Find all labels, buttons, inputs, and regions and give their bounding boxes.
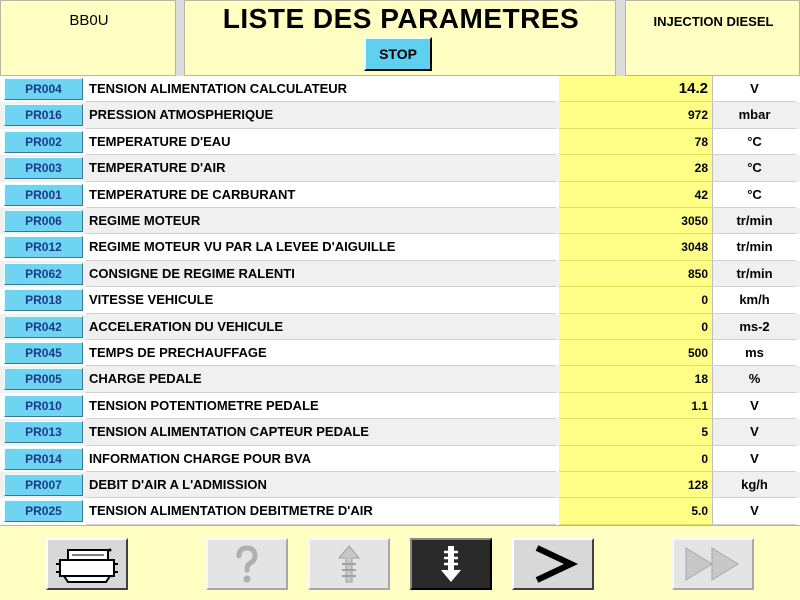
parameter-value: 14.2 — [559, 76, 712, 102]
parameter-code-button[interactable]: PR003 — [4, 157, 83, 179]
parameter-unit: V — [712, 419, 796, 445]
parameter-row — [0, 287, 800, 313]
parameter-unit: kg/h — [712, 472, 796, 498]
parameter-code-button[interactable]: PR014 — [4, 448, 83, 470]
header — [0, 0, 800, 76]
parameter-unit: km/h — [712, 287, 796, 313]
parameter-value: 0 — [559, 446, 712, 472]
parameter-row — [0, 366, 800, 392]
parameter-row — [0, 446, 800, 472]
system-name: INJECTION DIESEL — [653, 14, 774, 29]
parameter-row — [0, 498, 800, 524]
parameter-unit: ms — [712, 340, 796, 366]
parameter-row — [0, 340, 800, 366]
parameter-name: TENSION ALIMENTATION CALCULATEUR — [86, 76, 556, 102]
parameter-code-button[interactable]: PR004 — [4, 78, 83, 100]
parameter-name: DEBIT D'AIR A L'ADMISSION — [86, 472, 556, 498]
parameter-row — [0, 76, 800, 102]
fast-forward-button[interactable] — [672, 538, 754, 590]
parameter-code-button[interactable]: PR005 — [4, 368, 83, 390]
parameter-unit: °C — [712, 155, 796, 181]
parameter-row — [0, 419, 800, 445]
parameter-code-button[interactable]: PR012 — [4, 236, 83, 258]
parameter-value: 0 — [559, 287, 712, 313]
parameter-code-button[interactable]: PR001 — [4, 184, 83, 206]
parameter-value: 3050 — [559, 208, 712, 234]
parameter-unit: tr/min — [712, 234, 796, 260]
parameter-unit: V — [712, 76, 796, 102]
scroll-up-button[interactable] — [308, 538, 390, 590]
parameter-name: TEMPS DE PRECHAUFFAGE — [86, 340, 556, 366]
parameter-value: 1.1 — [559, 393, 712, 419]
parameter-value: 500 — [559, 340, 712, 366]
footer-toolbar — [0, 525, 800, 600]
parameter-value: 850 — [559, 261, 712, 287]
parameter-name: VITESSE VEHICULE — [86, 287, 556, 313]
parameter-row — [0, 182, 800, 208]
arrow-up-icon — [329, 542, 369, 586]
parameter-unit: °C — [712, 182, 796, 208]
parameter-unit: tr/min — [712, 208, 796, 234]
parameter-name: TEMPERATURE DE CARBURANT — [86, 182, 556, 208]
parameter-name: ACCELERATION DU VEHICULE — [86, 314, 556, 340]
parameter-value: 0 — [559, 314, 712, 340]
parameter-unit: mbar — [712, 102, 796, 128]
parameter-name: INFORMATION CHARGE POUR BVA — [86, 446, 556, 472]
parameter-value: 3048 — [559, 234, 712, 260]
help-button[interactable] — [206, 538, 288, 590]
parameter-name: CHARGE PEDALE — [86, 366, 556, 392]
title-panel — [184, 0, 616, 76]
parameter-name: TENSION ALIMENTATION CAPTEUR PEDALE — [86, 419, 556, 445]
parameter-value: 42 — [559, 182, 712, 208]
parameter-code-button[interactable]: PR007 — [4, 474, 83, 496]
parameter-value: 18 — [559, 366, 712, 392]
parameter-row — [0, 155, 800, 181]
parameter-row — [0, 393, 800, 419]
parameter-name: TEMPERATURE D'AIR — [86, 155, 556, 181]
parameter-row — [0, 208, 800, 234]
parameter-name: REGIME MOTEUR VU PAR LA LEVEE D'AIGUILLE — [86, 234, 556, 260]
parameter-code-button[interactable]: PR016 — [4, 104, 83, 126]
parameter-code-button[interactable]: PR013 — [4, 421, 83, 443]
page-title: LISTE DES PARAMETRES — [222, 3, 580, 34]
parameter-code-button[interactable]: PR018 — [4, 289, 83, 311]
parameter-row — [0, 261, 800, 287]
parameter-name: PRESSION ATMOSPHERIQUE — [86, 102, 556, 128]
chevron-right-icon — [523, 542, 583, 586]
parameter-value: 972 — [559, 102, 712, 128]
parameter-unit: V — [712, 393, 796, 419]
parameter-value: 28 — [559, 155, 712, 181]
parameter-row — [0, 234, 800, 260]
parameter-unit: V — [712, 446, 796, 472]
arrow-down-icon — [431, 542, 471, 586]
parameter-row — [0, 472, 800, 498]
parameter-value: 5.0 — [559, 498, 712, 524]
parameter-unit: °C — [712, 129, 796, 155]
print-button[interactable] — [46, 538, 128, 590]
parameter-unit: tr/min — [712, 261, 796, 287]
parameter-code-button[interactable]: PR010 — [4, 395, 83, 417]
parameter-unit: % — [712, 366, 796, 392]
fast-forward-icon — [678, 542, 748, 586]
parameter-name: CONSIGNE DE REGIME RALENTI — [86, 261, 556, 287]
parameter-code-button[interactable]: PR042 — [4, 316, 83, 338]
parameter-code-button[interactable]: PR002 — [4, 131, 83, 153]
scroll-down-button[interactable] — [410, 538, 492, 590]
parameter-row — [0, 129, 800, 155]
question-icon — [227, 542, 267, 586]
parameter-code-button[interactable]: PR045 — [4, 342, 83, 364]
parameter-name: TENSION POTENTIOMETRE PEDALE — [86, 393, 556, 419]
stop-button[interactable]: STOP — [364, 37, 432, 71]
parameter-code-button[interactable]: PR062 — [4, 263, 83, 285]
parameter-code-button[interactable]: PR006 — [4, 210, 83, 232]
parameter-name: REGIME MOTEUR — [86, 208, 556, 234]
system-name-panel — [625, 0, 800, 76]
parameter-name: TEMPERATURE D'EAU — [86, 129, 556, 155]
ecu-code-panel — [0, 0, 176, 76]
parameter-value: 128 — [559, 472, 712, 498]
parameter-code-button[interactable]: PR025 — [4, 500, 83, 522]
next-page-button[interactable] — [512, 538, 594, 590]
parameter-unit: ms-2 — [712, 314, 796, 340]
parameter-row — [0, 314, 800, 340]
parameter-name: TENSION ALIMENTATION DEBITMETRE D'AIR — [86, 498, 556, 524]
parameter-row — [0, 102, 800, 128]
parameter-unit: V — [712, 498, 796, 524]
ecu-code: BB0U — [69, 12, 109, 29]
printer-icon — [50, 542, 124, 586]
parameter-value: 78 — [559, 129, 712, 155]
parameter-value: 5 — [559, 419, 712, 445]
